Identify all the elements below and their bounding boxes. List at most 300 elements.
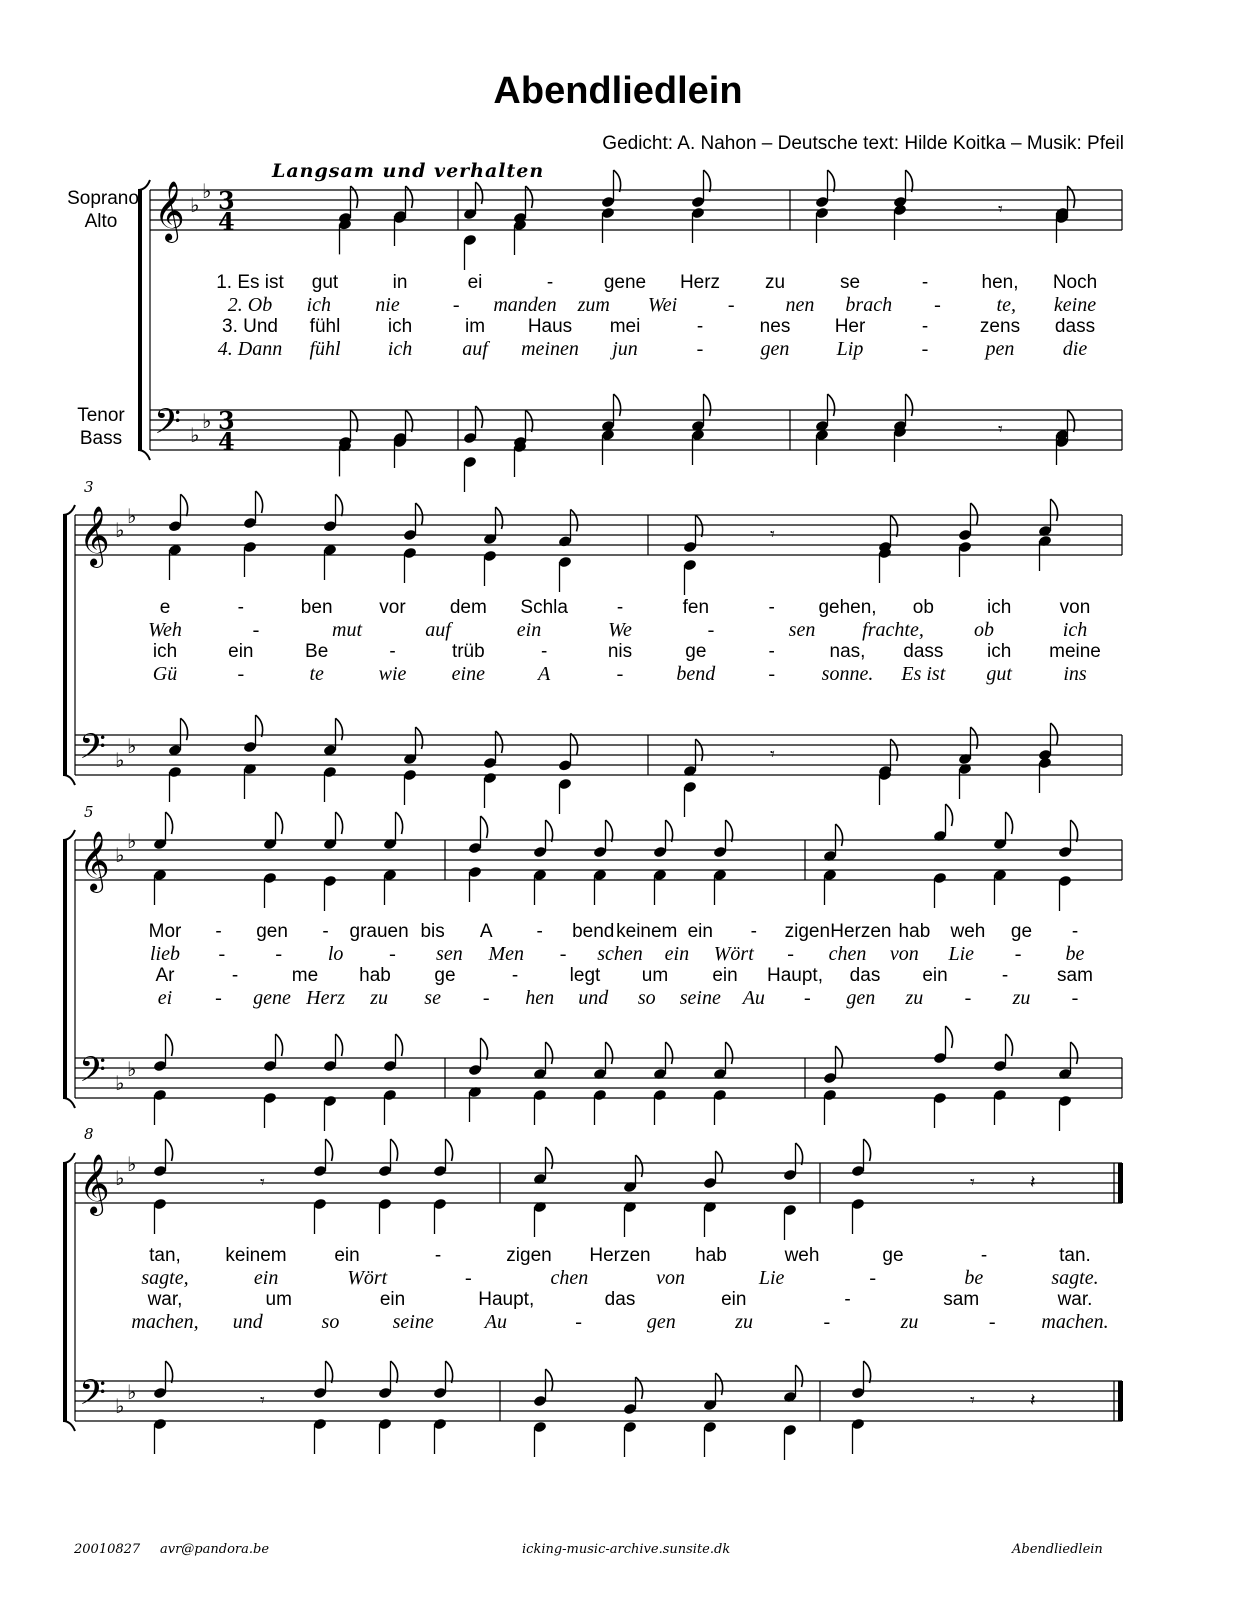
- lyric-syllable: zu: [905, 987, 924, 1009]
- lyric-syllable: ins: [1063, 663, 1087, 685]
- lyric-syllable: meinen: [521, 338, 579, 360]
- lyric-syllable: -: [452, 294, 460, 316]
- lyric-syllable: lo: [327, 943, 344, 965]
- note-flag: [636, 1155, 643, 1177]
- note-flag: [666, 820, 673, 842]
- note-flag: [796, 1365, 803, 1387]
- note-flag: [476, 406, 483, 428]
- lyric-syllable: -: [921, 316, 929, 337]
- lyric-syllable: -: [511, 965, 519, 986]
- lyric-syllable: ich: [306, 294, 331, 316]
- lyric-syllable: Lie: [948, 943, 975, 965]
- lyric-syllable: -: [988, 1311, 996, 1333]
- lyric-syllable: seine: [679, 987, 721, 1009]
- note-flag: [864, 1361, 871, 1383]
- lyric-syllable: 1. Es ist: [216, 272, 284, 293]
- lyric-syllable: -: [252, 619, 260, 641]
- note-flag: [336, 1034, 343, 1056]
- lyric-syllable: 4. Dann: [217, 338, 283, 360]
- bass-clef-icon: 𝄢: [154, 401, 182, 450]
- note-flag: [406, 186, 413, 208]
- note-flag: [704, 394, 711, 416]
- note-flag: [326, 1361, 333, 1383]
- lyric-syllable: ein: [334, 1245, 360, 1266]
- note-flag: [1071, 820, 1078, 842]
- lyric-syllable: ge: [434, 965, 456, 986]
- lyric-line-verse-3: [0, 965, 1236, 987]
- lyric-syllable: te,: [996, 294, 1016, 316]
- note-flag: [526, 186, 533, 208]
- lyric-syllable: -: [237, 663, 245, 685]
- lyric-syllable: Her: [834, 316, 866, 337]
- lyric-syllable: -: [1071, 987, 1079, 1009]
- final-barline-thick: [1118, 1163, 1123, 1203]
- lyric-syllable: gen: [646, 1311, 676, 1333]
- lyric-syllable: -: [536, 921, 543, 942]
- final-barline-thick: [1118, 1381, 1123, 1421]
- treble-clef-icon: 𝄞: [154, 181, 185, 241]
- note-flag: [351, 186, 358, 208]
- lyric-syllable: be: [964, 1267, 984, 1289]
- lyric-syllable: meine: [1049, 641, 1101, 662]
- note-flag: [891, 515, 898, 537]
- lyric-syllable: trüb: [451, 641, 485, 662]
- treble-clef-icon: 𝄞: [79, 506, 110, 566]
- note-flag: [666, 1042, 673, 1064]
- note-flag: [836, 824, 843, 846]
- lyric-syllable: -: [231, 965, 239, 986]
- lyric-syllable: Schla: [520, 597, 568, 618]
- footer-email: avr@pandora.be: [160, 1542, 270, 1557]
- note-flag: [336, 812, 343, 834]
- note-flag: [476, 182, 483, 204]
- lyric-syllable: vor: [379, 597, 406, 618]
- lyric-syllable: -: [768, 641, 775, 662]
- note-flag: [828, 170, 835, 192]
- lyric-syllable: -: [389, 943, 396, 965]
- flat-icon: ♭: [127, 504, 137, 528]
- lyric-line-verse-1: [0, 921, 1236, 943]
- lyric-syllable: auf: [462, 338, 488, 360]
- lyric-syllable: sonne.: [821, 663, 874, 685]
- treble-clef-icon: 𝄞: [79, 1154, 110, 1214]
- part-label-alto: Alto: [84, 211, 118, 232]
- lyric-syllable: die: [1062, 338, 1088, 360]
- note-flag: [971, 727, 978, 749]
- note-flag: [836, 1046, 843, 1068]
- lyric-syllable: hen,: [981, 272, 1019, 293]
- lyric-syllable: bend: [676, 663, 716, 685]
- lyric-syllable: -: [434, 1245, 442, 1266]
- lyric-syllable: sen: [788, 619, 816, 641]
- flat-icon: ♭: [127, 1057, 137, 1081]
- flat-icon: ♭: [202, 179, 212, 203]
- lyric-syllable: Wört: [713, 943, 754, 965]
- lyric-syllable: ge: [685, 641, 707, 662]
- lyric-line-verse-2: [0, 943, 1236, 965]
- note-flag: [496, 507, 503, 529]
- lyric-syllable: -: [696, 316, 704, 337]
- lyric-syllable: -: [750, 921, 757, 942]
- lyric-syllable: das: [849, 965, 881, 986]
- lyric-syllable: se: [839, 272, 861, 293]
- lyric-syllable: ich: [987, 641, 1012, 662]
- flat-icon: ♭: [115, 518, 125, 542]
- lyric-syllable: bend: [572, 921, 615, 942]
- lyric-syllable: se: [424, 987, 441, 1009]
- lyric-syllable: schen: [597, 943, 643, 965]
- lyric-syllable: ich: [387, 316, 413, 337]
- note-flag: [946, 804, 953, 826]
- note-flag: [796, 1143, 803, 1165]
- lyric-syllable: ein: [516, 619, 542, 641]
- lyric-syllable: hen: [525, 987, 555, 1009]
- note-flag: [481, 1038, 488, 1060]
- note-flag: [276, 1034, 283, 1056]
- lyric-syllable: mei: [609, 316, 641, 337]
- lyric-syllable: fühl: [309, 316, 341, 337]
- lyric-syllable: Es ist: [901, 663, 946, 685]
- note-flag: [351, 410, 358, 432]
- lyric-syllable: in: [392, 272, 408, 293]
- lyric-syllable: We: [608, 619, 632, 641]
- note-flag: [696, 739, 703, 761]
- lyric-syllable: gut: [986, 663, 1012, 685]
- lyric-syllable: seine: [392, 1311, 434, 1333]
- note-flag: [614, 394, 621, 416]
- lyric-line-verse-1: [0, 1245, 1236, 1267]
- lyric-syllable: ben: [300, 597, 333, 618]
- lyric-syllable: -: [275, 943, 283, 965]
- lyric-syllable: fen: [682, 597, 710, 618]
- note-flag: [181, 494, 188, 516]
- lyric-syllable: keinem: [616, 921, 678, 942]
- lyric-syllable: -: [934, 294, 941, 316]
- lyric-syllable: -: [616, 663, 624, 685]
- lyric-syllable: war.: [1057, 1289, 1093, 1310]
- lyric-syllable: -: [1001, 965, 1009, 986]
- note-flag: [971, 503, 978, 525]
- note-flag: [546, 820, 553, 842]
- flat-icon: ♭: [115, 1394, 125, 1418]
- lyric-syllable: 3. Und: [222, 316, 278, 337]
- lyric-syllable: im: [464, 316, 486, 337]
- flat-icon: ♭: [127, 1380, 137, 1404]
- lyric-syllable: war,: [147, 1289, 183, 1310]
- lyric-syllable: ein: [664, 943, 690, 965]
- lyric-syllable: -: [696, 338, 704, 360]
- part-label-tenor: Tenor: [77, 405, 125, 426]
- note-flag: [416, 727, 423, 749]
- bracket-hook: [63, 830, 75, 840]
- lyric-syllable: Au: [484, 1311, 508, 1333]
- lyric-syllable: jun: [612, 338, 638, 360]
- lyric-syllable: um: [641, 965, 669, 986]
- footer-date: 20010827: [74, 1542, 141, 1557]
- lyric-line-verse-3: [0, 641, 1236, 663]
- lyric-syllable: von: [656, 1267, 685, 1289]
- lyric-syllable: ich: [1062, 619, 1088, 641]
- lyric-syllable: -: [322, 921, 329, 942]
- lyric-syllable: sen: [436, 943, 463, 965]
- lyric-syllable: Gü: [152, 663, 178, 685]
- note-flag: [726, 1042, 733, 1064]
- lyric-line-verse-4: [0, 338, 1236, 360]
- lyric-syllable: ein: [379, 1289, 406, 1310]
- lyric-syllable: chen: [828, 943, 867, 965]
- note-flag: [256, 715, 263, 737]
- lyric-syllable: Noch: [1052, 272, 1098, 293]
- lyric-syllable: -: [1014, 943, 1022, 965]
- measure-number: 3: [84, 478, 94, 496]
- note-flag: [546, 1042, 553, 1064]
- note-flag: [726, 820, 733, 842]
- lyric-line-verse-4: [0, 1311, 1236, 1333]
- lyric-syllable: 2. Ob: [227, 294, 273, 316]
- lyric-syllable: sam: [943, 1289, 980, 1310]
- note-flag: [326, 1139, 333, 1161]
- footer-piece-title: Abendliedlein: [1012, 1542, 1103, 1557]
- measure-number: 8: [84, 1125, 94, 1143]
- note-flag: [906, 394, 913, 416]
- flat-icon: ♭: [202, 409, 212, 433]
- lyric-syllable: -: [787, 943, 794, 965]
- lyric-syllable: -: [964, 987, 972, 1009]
- note-flag: [1051, 723, 1058, 745]
- lyric-syllable: chen: [550, 1267, 589, 1289]
- lyric-syllable: nas,: [829, 641, 866, 662]
- note-flag: [571, 509, 578, 531]
- lyric-line-verse-2: [0, 294, 1236, 316]
- lyric-syllable: ein: [253, 1267, 279, 1289]
- lyric-line-verse-1: [0, 597, 1236, 619]
- bass-clef-icon: 𝄢: [79, 1372, 107, 1421]
- lyric-syllable: brach: [845, 294, 893, 316]
- bracket-hook: [138, 180, 150, 190]
- lyric-syllable: Au: [742, 987, 765, 1009]
- lyric-syllable: hab: [359, 965, 391, 986]
- lyric-line-verse-4: [0, 663, 1236, 685]
- lyric-syllable: -: [540, 641, 548, 662]
- time-signature-denominator: 4: [218, 427, 235, 456]
- note-flag: [1071, 1042, 1078, 1064]
- lyric-syllable: nis: [607, 641, 633, 662]
- rest-icon: 𝄾: [998, 419, 1003, 440]
- lyric-syllable: frachte,: [862, 619, 924, 641]
- lyric-syllable: -: [768, 663, 775, 685]
- lyric-syllable: ob: [912, 597, 934, 618]
- note-flag: [336, 718, 343, 740]
- lyric-syllable: zigen: [784, 921, 831, 942]
- rest-icon: 𝄾: [998, 199, 1003, 220]
- rest-icon: 𝄾: [970, 1172, 975, 1193]
- lyric-syllable: gen: [846, 987, 876, 1009]
- tempo-marking: Langsam und verhalten: [272, 160, 545, 182]
- part-label-soprano: Soprano: [67, 188, 139, 209]
- time-signature-denominator: 4: [218, 207, 235, 236]
- rest-icon: 𝄾: [260, 1172, 265, 1193]
- lyric-syllable: weh: [784, 1245, 820, 1266]
- lyric-syllable: hab: [695, 1245, 727, 1266]
- lyric-syllable: bis: [420, 921, 445, 942]
- lyric-syllable: zigen: [506, 1245, 552, 1266]
- lyric-syllable: zu: [900, 1311, 919, 1333]
- note-flag: [1006, 812, 1013, 834]
- bracket-hook: [63, 1421, 75, 1431]
- lyric-syllable: das: [604, 1289, 636, 1310]
- note-flag: [181, 718, 188, 740]
- lyric-line-verse-2: [0, 619, 1236, 641]
- lyric-syllable: ei: [467, 272, 483, 293]
- lyric-syllable: Haupt,: [478, 1289, 535, 1310]
- lyric-line-verse-3: [0, 316, 1236, 338]
- lyric-syllable: gut: [311, 272, 339, 293]
- lyric-syllable: so: [321, 1311, 340, 1333]
- lyric-syllable: tan,: [149, 1245, 181, 1266]
- lyric-syllable: zum: [577, 294, 610, 316]
- lyric-syllable: auf: [425, 619, 451, 641]
- flat-icon: ♭: [190, 193, 200, 217]
- bracket-hook: [63, 1153, 75, 1163]
- lyric-syllable: Herz: [679, 272, 721, 293]
- note-flag: [1068, 186, 1075, 208]
- lyric-syllable: gehen,: [818, 597, 877, 618]
- lyric-syllable: Wört: [347, 1267, 388, 1289]
- time-signature-numerator: 3: [218, 186, 235, 215]
- rest-icon: 𝄾: [770, 744, 775, 765]
- lyric-syllable: -: [389, 641, 396, 662]
- note-flag: [166, 1034, 173, 1056]
- note-flag: [606, 820, 613, 842]
- lyric-syllable: -: [1071, 921, 1079, 942]
- note-flag: [946, 1026, 953, 1048]
- note-flag: [636, 1377, 643, 1399]
- lyric-syllable: Ar: [155, 965, 175, 986]
- lyric-syllable: -: [823, 1311, 831, 1333]
- note-flag: [1006, 1034, 1013, 1056]
- lyric-line-verse-4: [0, 987, 1236, 1009]
- lyric-syllable: -: [707, 619, 715, 641]
- lyric-syllable: be: [1065, 943, 1085, 965]
- lyric-syllable: Herzen: [589, 1245, 651, 1266]
- lyric-syllable: -: [559, 943, 567, 965]
- lyric-syllable: mut: [332, 619, 362, 641]
- lyric-syllable: und: [232, 1311, 263, 1333]
- note-flag: [906, 170, 913, 192]
- lyric-syllable: -: [616, 597, 624, 618]
- flat-icon: ♭: [115, 843, 125, 867]
- lyric-syllable: -: [921, 272, 929, 293]
- measure-number: 5: [84, 803, 94, 821]
- note-flag: [166, 1361, 173, 1383]
- lyric-syllable: Haus: [527, 316, 573, 337]
- lyric-syllable: grauen: [349, 921, 409, 942]
- lyric-syllable: -: [546, 272, 554, 293]
- page-title: Abendliedlein: [493, 70, 743, 112]
- lyric-syllable: ein: [228, 641, 254, 662]
- note-flag: [716, 1373, 723, 1395]
- note-flag: [606, 1042, 613, 1064]
- lyric-syllable: -: [482, 987, 490, 1009]
- note-flag: [336, 494, 343, 516]
- lyric-syllable: A: [538, 663, 551, 685]
- lyric-syllable: -: [921, 338, 929, 360]
- bracket-hook: [63, 775, 75, 785]
- note-flag: [276, 812, 283, 834]
- note-flag: [704, 170, 711, 192]
- lyric-syllable: ein: [922, 965, 948, 986]
- lyric-syllable: -: [575, 1311, 582, 1333]
- lyric-syllable: zu: [1012, 987, 1031, 1009]
- lyric-syllable: Lie: [758, 1267, 785, 1289]
- flat-icon: ♭: [190, 423, 200, 447]
- lyric-syllable: ge: [1010, 921, 1033, 942]
- note-flag: [696, 515, 703, 537]
- lyric-syllable: ein: [687, 921, 713, 942]
- lyric-line-verse-2: [0, 1267, 1236, 1289]
- lyric-syllable: manden: [493, 294, 557, 316]
- lyric-syllable: Herz: [306, 987, 346, 1009]
- note-flag: [546, 1147, 553, 1169]
- lyric-syllable: ich: [387, 338, 413, 360]
- note-flag: [1051, 499, 1058, 521]
- lyric-syllable: ein: [712, 965, 738, 986]
- lyric-syllable: weh: [950, 921, 986, 942]
- lyric-syllable: -: [215, 987, 222, 1009]
- lyric-syllable: machen,: [131, 1311, 199, 1333]
- lyric-syllable: so: [637, 987, 656, 1009]
- lyric-syllable: dass: [903, 641, 944, 662]
- treble-clef-icon: 𝄞: [79, 831, 110, 891]
- lyric-syllable: ich: [152, 641, 178, 662]
- lyric-syllable: ei: [157, 987, 173, 1009]
- rest-icon: 𝄽: [1030, 1172, 1036, 1193]
- flat-icon: ♭: [127, 829, 137, 853]
- lyric-syllable: Herzen: [830, 921, 892, 942]
- lyric-syllable: -: [727, 294, 735, 316]
- rest-icon: 𝄾: [970, 1390, 975, 1411]
- lyric-syllable: um: [265, 1289, 292, 1310]
- footer-website: icking-music-archive.sunsite.dk: [522, 1542, 731, 1557]
- flat-icon: ♭: [115, 748, 125, 772]
- lyric-syllable: Wei: [647, 294, 678, 316]
- note-flag: [481, 816, 488, 838]
- lyric-syllable: eine: [451, 663, 485, 685]
- note-flag: [864, 1139, 871, 1161]
- lyric-syllable: -: [980, 1245, 988, 1266]
- note-flag: [526, 410, 533, 432]
- rest-icon: 𝄾: [260, 1390, 265, 1411]
- lyric-syllable: Haupt,: [767, 965, 823, 986]
- lyric-syllable: dem: [449, 597, 487, 618]
- lyric-syllable: ich: [987, 597, 1012, 618]
- lyric-syllable: von: [889, 943, 919, 965]
- lyric-syllable: sagte,: [141, 1267, 189, 1289]
- bass-clef-icon: 𝄢: [79, 726, 107, 775]
- lyric-syllable: dass: [1054, 316, 1096, 337]
- lyric-syllable: -: [869, 1267, 877, 1289]
- lyric-syllable: legt: [569, 965, 601, 986]
- flat-icon: ♭: [115, 1071, 125, 1095]
- lyric-syllable: Men: [488, 943, 525, 965]
- lyric-syllable: Mor: [148, 921, 182, 942]
- note-flag: [496, 731, 503, 753]
- lyric-syllable: e: [159, 597, 171, 618]
- lyric-syllable: -: [237, 597, 244, 618]
- note-flag: [256, 491, 263, 513]
- lyric-line-verse-1: [0, 272, 1236, 294]
- lyric-syllable: ge: [882, 1245, 904, 1266]
